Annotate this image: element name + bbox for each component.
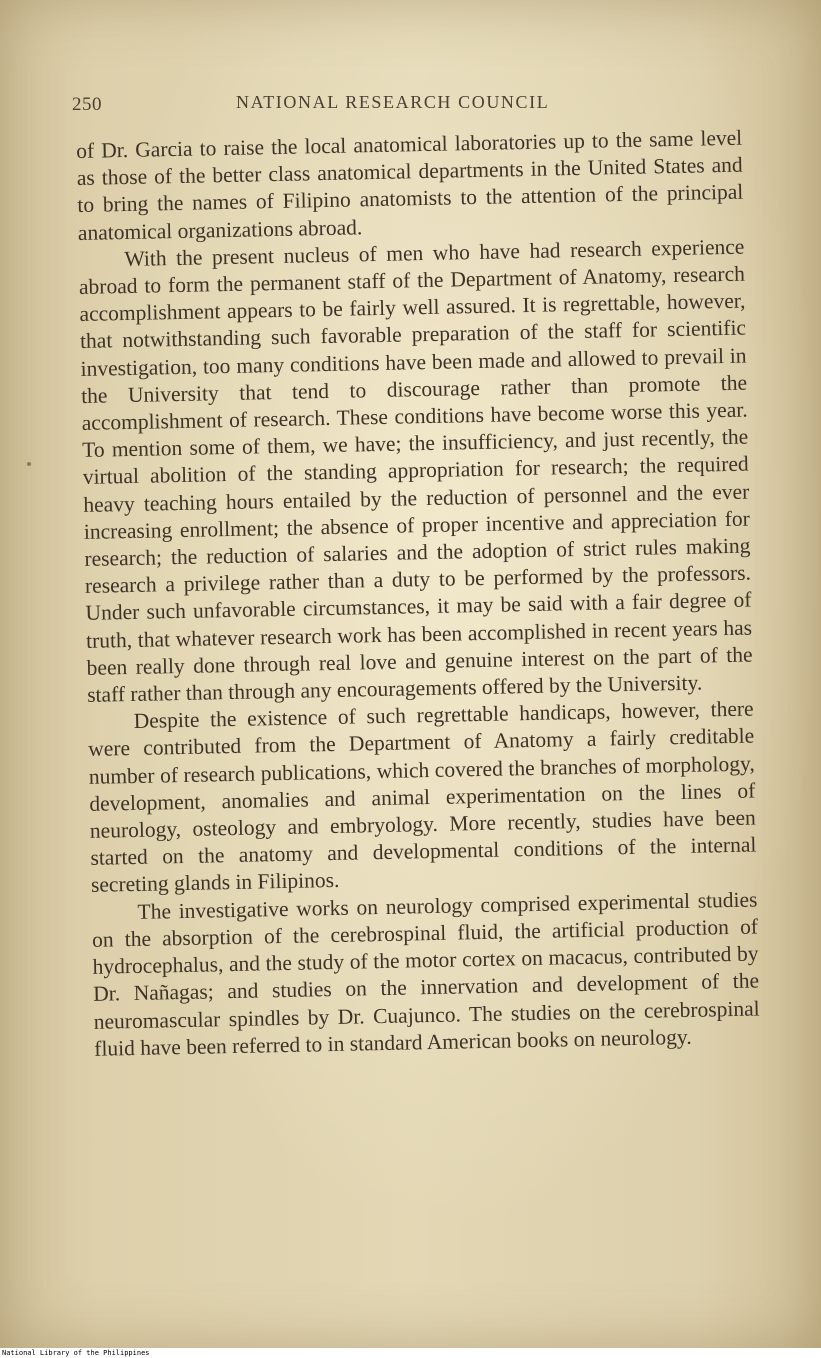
page-header bbox=[72, 90, 592, 120]
body-text bbox=[76, 125, 760, 1063]
footer-strip bbox=[0, 1348, 821, 1358]
paragraph-research-staff: With the present nucleus of men who have had research experience abroad to form the permanent staff of the Department of Anatomy, research accomplishment appears to be fairly well assured. It is regrettable, however, that notwithstanding such favorable preparation of the staff for scientific investigation, too many conditions have been made and allowed to prevail in the University that tend to discourage rather than promote the accomplishment of research. These conditions have become worse this year. To mention some of them, we have; the insufficiency, and just recently, the virtual abolition of the standing appropriation for research; the required heavy teaching hours entailed by the reduction of personnel and the ever increasing enrollment; the absence of proper incentive and appreciation for research; the reduction of salaries and the adoption of strict rules making research a privilege rather than a duty to be performed by the professors. Under such unfavorable circumstances, it may be said with a fair degree of truth, that whatever research work has been accomplished in recent years has been really done through real love and genuine interest on the part of the staff rather than through any encouragements offered by the University. bbox=[78, 234, 753, 707]
print-speck bbox=[27, 462, 31, 466]
running-head: NATIONAL RESEARCH COUNCIL bbox=[236, 92, 550, 112]
paragraph-neurology-works: The investigative works on neurology comprised experimental studies on the absorption of the cerebrospinal fluid, the artificial production of hydrocephalus, and the study of the motor cortex on macacus, contributed by Dr. Nañagas; and studies on the innervation and development of the neuromascular spindles by Dr. Cuajunco. The studies on the cerebrospinal fluid have been referred to in standard American books on neurology. bbox=[91, 887, 760, 1061]
paragraph-publications: Despite the existence of such regrettable handicaps, however, there were contributed from the Department of Anatomy a fairly creditable number of research publications, which covered the branches of morphology, development, anomalies and animal experimentation on the lines of neurology, osteology and embryology. More recently, studies have been started on the anatomy and developmental conditions of the internal secreting glands in Filipinos. bbox=[88, 696, 757, 898]
paragraph-continuation: of Dr. Garcia to raise the local anatomical laboratories up to the same level as those of the better class anatomical departments in the United States and to bring the names of Filipino anatomists to the attention of the principal anatomical organizations abroad. bbox=[76, 125, 744, 245]
page-number: 250 bbox=[72, 94, 102, 115]
library-credit: National Library of the Philippines bbox=[2, 1349, 150, 1357]
